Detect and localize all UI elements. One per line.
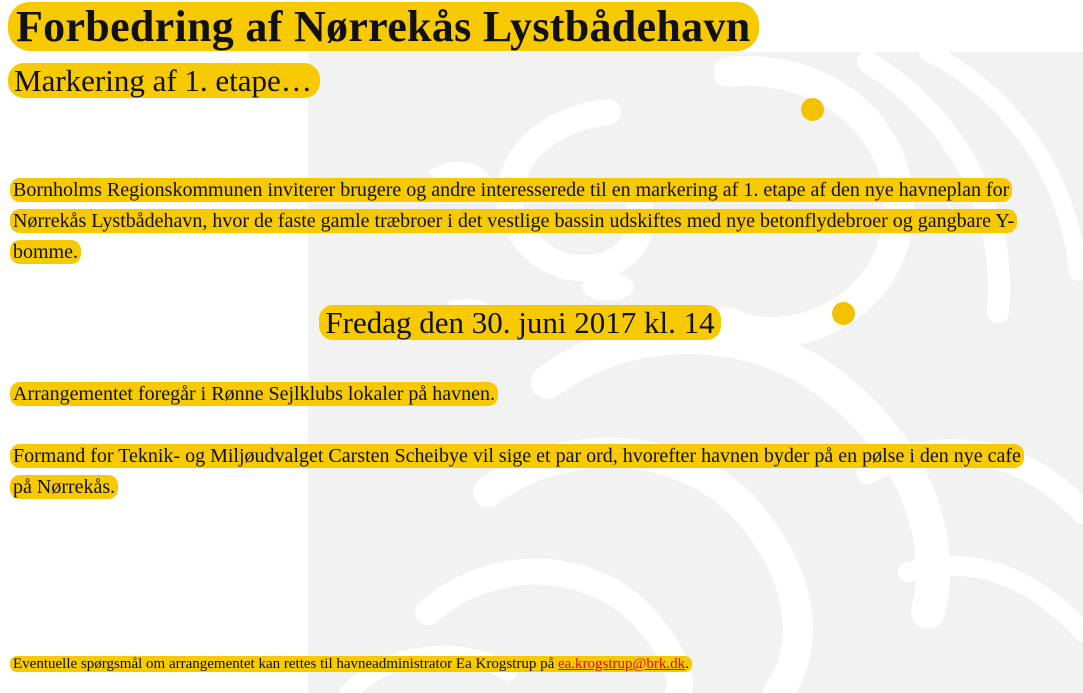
page-title-text: Forbedring af Nørrekås Lystbådehavn: [8, 2, 759, 51]
page-subtitle: [8, 62, 320, 100]
intro-text: Bornholms Regionskommunen inviterer brugere og andre interesserede til en markering af 1. etape af den nye havneplan for Nørrekås Lystbådehavn, hvor de faste gamle træbroer i det vestlige bassin udskiftes med nye betonflydebroer og gangbare Y-bomme.: [10, 178, 1017, 264]
contact-email-link[interactable]: ea.krogstrup@brk.dk: [557, 656, 686, 672]
program-text: Formand for Teknik- og Miljøudvalget Carsten Scheibye vil sige et par ord, hvorefter havnen byder på en pølse i den nye cafe på Nørrekås.: [10, 444, 1024, 499]
event-date: [0, 303, 1040, 343]
location-text: Arrangementet foregår i Rønne Sejlklubs lokaler på havnen.: [10, 382, 498, 406]
yellow-dot-icon: [801, 98, 824, 121]
location-paragraph: [10, 379, 1030, 410]
page-title: [8, 1, 759, 53]
event-date-text: Fredag den 30. juni 2017 kl. 14: [319, 305, 720, 340]
program-paragraph: [10, 441, 1030, 503]
contact-footer-text: [10, 656, 692, 672]
contact-footer: [10, 654, 692, 674]
contact-text: Eventuelle spørgsmål om arrangementet kan rettes til havneadministrator Ea Krogstrup på: [13, 656, 558, 672]
contact-end: .: [685, 656, 689, 672]
page-subtitle-text: Markering af 1. etape…: [8, 63, 320, 98]
heraldic-dragon-watermark-icon: [308, 52, 1083, 693]
intro-paragraph: [10, 175, 1030, 268]
